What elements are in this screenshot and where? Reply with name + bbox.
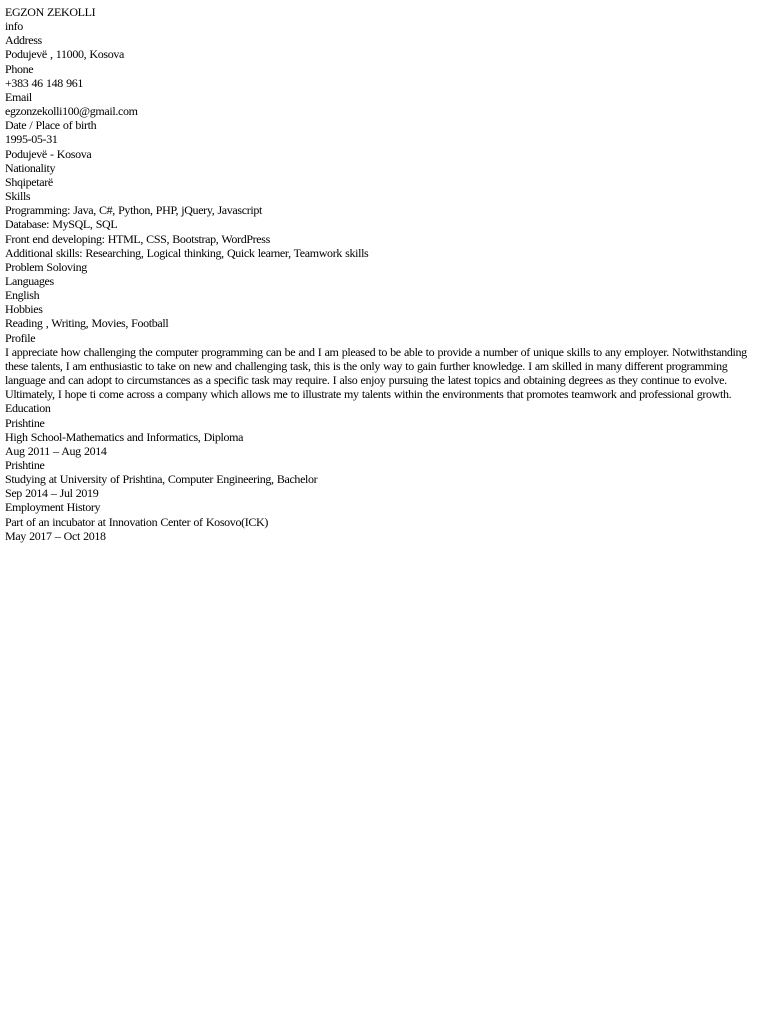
languages-heading: Languages — [5, 273, 54, 288]
education-title: Studying at University of Prishtina, Computer Engineering, Bachelor — [5, 472, 318, 487]
birth-place: Podujevë - Kosova — [5, 146, 92, 161]
skill-item: Problem Soloving — [5, 259, 87, 274]
nationality-value: Shqipetarë — [5, 174, 53, 189]
phone-value: +383 46 148 961 — [5, 75, 84, 90]
employment-period: May 2017 – Oct 2018 — [5, 528, 106, 543]
phone-label: Phone — [5, 61, 34, 76]
birth-label: Date / Place of birth — [5, 118, 97, 133]
education-period: Aug 2011 – Aug 2014 — [5, 443, 107, 458]
email-value: egzonzekolli100@gmail.com — [5, 104, 138, 119]
address-value: Podujevë , 11000, Kosova — [5, 47, 124, 62]
hobbies-heading: Hobbies — [5, 302, 43, 317]
education-location: Prishtine — [5, 458, 45, 472]
birth-date: 1995-05-31 — [5, 132, 58, 147]
address-label: Address — [5, 33, 42, 48]
hobbies-value: Reading , Writing, Movies, Football — [5, 316, 169, 331]
skill-item: Additional skills: Researching, Logical thinking, Quick learner, Teamwork skills — [5, 245, 369, 260]
candidate-name: EGZON ZEKOLLI — [5, 5, 96, 19]
info-heading: info — [5, 19, 23, 34]
employment-title: Part of an incubator at Innovation Center of Kosovo(ICK) — [5, 514, 268, 529]
education-title: High School-Mathematics and Informatics, Diploma — [5, 429, 244, 444]
skill-item: Front end developing: HTML, CSS, Bootstrap, WordPress — [5, 231, 270, 246]
skills-heading: Skills — [5, 189, 31, 204]
education-location: Prishtine — [5, 415, 45, 430]
profile-text: I appreciate how challenging the computer programming can be and I am pleased to be able to provide a number of unique skills to any employer. Notwithstanding these talents, I am enthusiastic to take on new and challenging task, this is the only way to gain further knowledge. I am skilled in many different programming language and can adopt to circumstances as a specific task may require. I also enjoy pursuing the latest topics and obtaining degrees as they continue to evolve. Ultimately, I hope ti come across a company which allows me to illustrate my talents within the environments that promotes teamwork and professional growth. — [5, 344, 747, 402]
education-period: Sep 2014 – Jul 2019 — [5, 486, 99, 501]
email-label: Email — [5, 89, 32, 104]
language-item: English — [5, 288, 40, 303]
skill-item: Programming: Java, C#, Python, PHP, jQuery, Javascript — [5, 203, 262, 218]
skill-item: Database: MySQL, SQL — [5, 217, 118, 232]
profile-heading: Profile — [5, 330, 36, 345]
employment-heading: Employment History — [5, 500, 101, 515]
nationality-label: Nationality — [5, 160, 56, 175]
education-heading: Education — [5, 401, 51, 416]
